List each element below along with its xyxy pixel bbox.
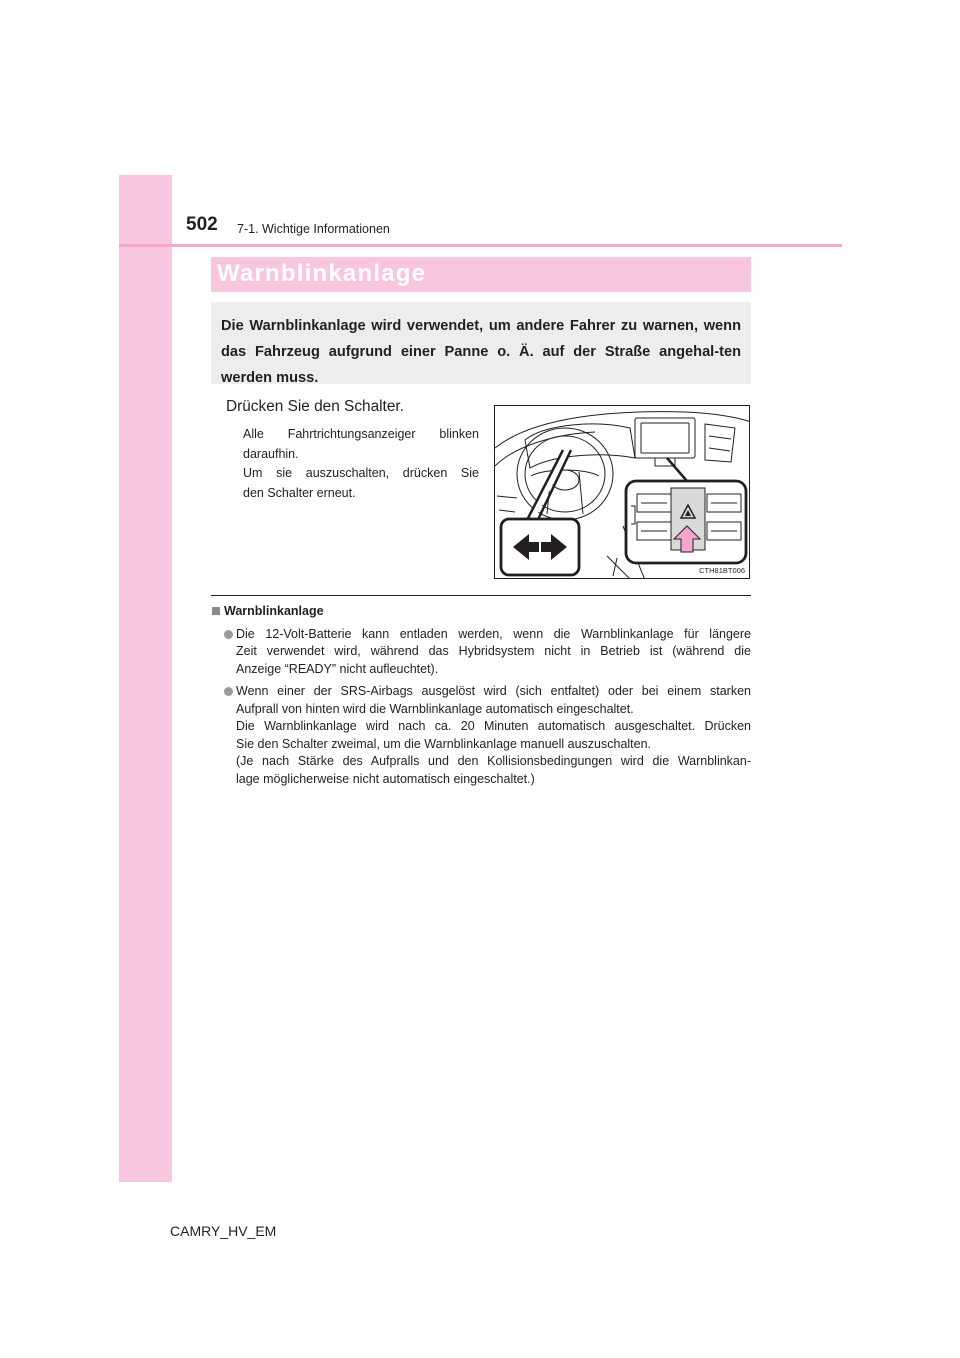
- step-line: Um sie auszuschalten, drücken Sie: [243, 466, 479, 480]
- note-line: (Je nach Stärke des Aufpralls und den Kollisionsbedingungen wird die Warnblinkan-: [236, 754, 751, 768]
- step-description: [243, 425, 479, 503]
- step-text: Drücken Sie den Schalter.: [226, 398, 404, 415]
- note-line: Die 12-Volt-Batterie kann entladen werden, wenn die Warnblinkanlage für längere: [236, 626, 751, 641]
- notes-heading-text: Warnblinkanlage: [224, 604, 324, 618]
- step-line: daraufhin.: [243, 446, 299, 461]
- header-rule: [119, 244, 842, 247]
- step-line: Alle Fahrtrichtungsanzeiger blinken: [243, 427, 479, 441]
- chapter-sidebar: [119, 175, 172, 1182]
- round-bullet-icon: [224, 687, 233, 696]
- list-item: [211, 683, 751, 788]
- list-item: [211, 626, 751, 679]
- note-line: Die Warnblinkanlage wird nach ca. 20 Minuten automatisch ausgeschaltet. Drücken: [236, 719, 751, 733]
- step-line: den Schalter erneut.: [243, 485, 356, 500]
- notes-rule: [211, 595, 751, 596]
- note-line: Sie den Schalter zweimal, um die Warnblinkanlage manuell auszuschalten.: [236, 736, 652, 751]
- page-title: Warnblinkanlage: [217, 260, 427, 287]
- notes-heading: [211, 603, 751, 621]
- note-line: Aufprall von hinten wird die Warnblinkanlage automatisch eingeschaltet.: [236, 701, 634, 716]
- note-line: Anzeige “READY” nicht aufleuchtet).: [236, 661, 439, 676]
- dashboard-illustration: [494, 405, 750, 579]
- note-line: Wenn einer der SRS-Airbags ausgelöst wird (sich entfaltet) oder bei einem starken: [236, 684, 751, 698]
- notes-section: [211, 603, 751, 788]
- note-line: Zeit verwendet wird, während das Hybridsystem nicht in Betrieb ist (während die: [236, 644, 751, 658]
- note-line: lage möglicherweise nicht automatisch eingeschaltet.): [236, 771, 535, 786]
- section-title: 7-1. Wichtige Informationen: [237, 222, 390, 236]
- round-bullet-icon: [224, 630, 233, 639]
- illustration-code: CTH81BT006: [699, 566, 745, 575]
- square-bullet-icon: [212, 607, 220, 615]
- dashboard-drawing: [495, 406, 750, 579]
- title-bar: [211, 257, 751, 292]
- intro-text: Die Warnblinkanlage wird verwendet, um andere Fahrer zu warnen, wenn das Fahrzeug aufgrund einer Panne o. Ä. auf der Straße angehal-ten werden muss.: [221, 318, 741, 386]
- intro-box: [211, 302, 751, 384]
- footer-model-code: CAMRY_HV_EM: [170, 1223, 277, 1239]
- page-number: 502: [186, 214, 218, 235]
